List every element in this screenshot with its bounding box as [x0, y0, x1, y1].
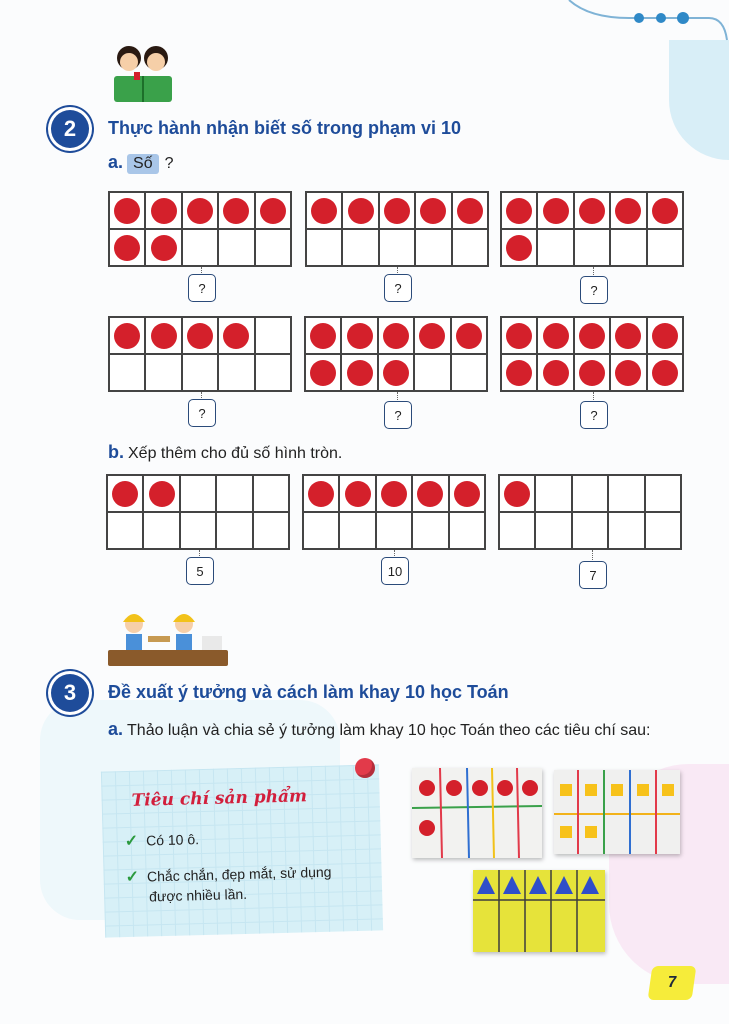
frame-cell: [452, 192, 488, 229]
frame-cell: [610, 229, 646, 266]
criterion-item: [125, 862, 331, 887]
answer-box[interactable]: 5: [186, 557, 214, 585]
frame-cell: [379, 192, 415, 229]
fill-ten-frame: [302, 474, 486, 550]
tray-photo-red-dots: [412, 768, 542, 858]
red-counter-dot: [114, 235, 140, 261]
question-mark: ?: [164, 155, 174, 172]
frame-cell: [415, 192, 451, 229]
frame-cell: [415, 229, 451, 266]
frame-cell: [574, 192, 610, 229]
frame-cell: [182, 229, 218, 266]
frame-cell: [253, 475, 289, 512]
count-ten-frame: [500, 316, 684, 392]
frame-cell: [574, 229, 610, 266]
frame-cell: [143, 475, 179, 512]
frame-cell: [451, 317, 487, 354]
red-counter-dot: [506, 360, 532, 386]
part-letter: b.: [108, 442, 124, 462]
red-counter-dot: [457, 198, 483, 224]
frame-cell: [218, 229, 254, 266]
red-counter-dot: [112, 481, 138, 507]
section-3-part-a: [108, 719, 650, 740]
red-counter-dot: [652, 323, 678, 349]
frame-cell: [610, 354, 646, 391]
corner-decoration: [549, 0, 729, 60]
part-a-text: Thảo luận và chia sẻ ý tưởng làm khay 10 học Toán theo các tiêu chí sau:: [127, 722, 651, 739]
section-3-badge: [51, 674, 89, 712]
frame-cell: [255, 354, 291, 391]
frame-cell: [412, 512, 448, 549]
red-counter-dot: [504, 481, 530, 507]
frame-cell: [180, 475, 216, 512]
frame-cell: [107, 512, 143, 549]
section-2-title: Thực hành nhận biết số trong phạm vi 10: [108, 118, 462, 138]
frame-cell: [449, 475, 485, 512]
frame-cell: [109, 192, 145, 229]
checkmark-icon: ✓: [125, 868, 140, 887]
frame-cell: [647, 192, 683, 229]
fill-ten-frame: [106, 474, 290, 550]
frame-cell: [182, 354, 218, 391]
frame-cell: [574, 317, 610, 354]
frame-cell: [145, 317, 181, 354]
criterion-text: Chắc chắn, đẹp mắt, sử dụng: [146, 863, 332, 885]
answer-box[interactable]: ?: [384, 401, 412, 429]
page-number-text: 7: [666, 974, 678, 991]
frame-cell: [107, 475, 143, 512]
criterion-item-continued: được nhiều lần.: [148, 885, 248, 905]
frame-cell: [537, 229, 573, 266]
red-counter-dot: [187, 198, 213, 224]
red-counter-dot: [223, 198, 249, 224]
red-counter-dot: [151, 323, 177, 349]
red-counter-dot: [383, 323, 409, 349]
children-reading-illustration: [104, 42, 184, 106]
frame-cell: [378, 354, 414, 391]
frame-cell: [537, 354, 573, 391]
frame-cell: [537, 192, 573, 229]
answer-box[interactable]: ?: [188, 274, 216, 302]
frame-cell: [303, 475, 339, 512]
frame-cell: [610, 192, 646, 229]
section-2-badge: [51, 110, 89, 148]
red-counter-dot: [420, 198, 446, 224]
frame-cell: [306, 192, 342, 229]
red-counter-dot: [615, 323, 641, 349]
red-counter-dot: [543, 323, 569, 349]
frame-cell: [143, 512, 179, 549]
count-ten-frame: [500, 191, 684, 267]
red-counter-dot: [311, 198, 337, 224]
frame-cell: [180, 512, 216, 549]
red-counter-dot: [345, 481, 371, 507]
frame-cell: [376, 512, 412, 549]
section-3-title: Đề xuất ý tưởng và cách làm khay 10 học Toán: [108, 682, 509, 702]
frame-cell: [303, 512, 339, 549]
red-counter-dot: [652, 198, 678, 224]
red-counter-dot: [506, 235, 532, 261]
red-counter-dot: [308, 481, 334, 507]
answer-box[interactable]: ?: [580, 401, 608, 429]
red-counter-dot: [260, 198, 286, 224]
red-counter-dot: [310, 323, 336, 349]
frame-cell: [182, 192, 218, 229]
frame-cell: [535, 475, 571, 512]
answer-box[interactable]: 7: [579, 561, 607, 589]
part-b-text: Xếp thêm cho đủ số hình tròn.: [128, 445, 343, 462]
section-number: 2: [63, 116, 77, 141]
frame-cell: [305, 317, 341, 354]
part-b-instruction: [108, 442, 342, 463]
red-counter-dot: [187, 323, 213, 349]
frame-cell: [452, 229, 488, 266]
tray-photo-blue-triangles: [473, 870, 605, 952]
frame-cell: [255, 229, 291, 266]
frame-cell: [182, 317, 218, 354]
red-counter-dot: [579, 323, 605, 349]
frame-cell: [608, 475, 644, 512]
frame-cell: [414, 354, 450, 391]
frame-cell: [647, 317, 683, 354]
frame-cell: [341, 354, 377, 391]
card-title: Tiêu chí sản phẩm: [131, 786, 308, 811]
answer-box[interactable]: ?: [580, 276, 608, 304]
frame-cell: [414, 317, 450, 354]
frame-cell: [537, 317, 573, 354]
count-ten-frame: [108, 316, 292, 392]
frame-cell: [499, 512, 535, 549]
frame-cell: [574, 354, 610, 391]
frame-cell: [145, 354, 181, 391]
red-counter-dot: [454, 481, 480, 507]
red-counter-dot: [506, 198, 532, 224]
frame-cell: [645, 475, 681, 512]
red-counter-dot: [543, 360, 569, 386]
frame-cell: [647, 229, 683, 266]
red-counter-dot: [114, 323, 140, 349]
frame-cell: [451, 354, 487, 391]
frame-cell: [218, 317, 254, 354]
frame-cell: [341, 317, 377, 354]
criteria-card: [101, 764, 383, 937]
page-number: [648, 966, 697, 1000]
pushpin-icon: [355, 758, 375, 778]
red-counter-dot: [149, 481, 175, 507]
red-counter-dot: [579, 198, 605, 224]
red-counter-dot: [383, 360, 409, 386]
red-counter-dot: [652, 360, 678, 386]
answer-box[interactable]: ?: [384, 274, 412, 302]
frame-cell: [379, 229, 415, 266]
red-counter-dot: [615, 360, 641, 386]
frame-cell: [306, 229, 342, 266]
frame-cell: [501, 192, 537, 229]
red-counter-dot: [151, 235, 177, 261]
frame-cell: [647, 354, 683, 391]
red-counter-dot: [579, 360, 605, 386]
frame-cell: [218, 354, 254, 391]
red-counter-dot: [223, 323, 249, 349]
part-letter: a.: [108, 152, 124, 172]
answer-box[interactable]: 10: [381, 557, 409, 585]
frame-cell: [535, 512, 571, 549]
count-ten-frame: [305, 191, 489, 267]
children-building-illustration: [104, 606, 232, 670]
part-letter: a.: [108, 719, 124, 739]
frame-cell: [499, 475, 535, 512]
frame-cell: [645, 512, 681, 549]
red-counter-dot: [506, 323, 532, 349]
red-counter-dot: [348, 198, 374, 224]
frame-cell: [412, 475, 448, 512]
frame-cell: [449, 512, 485, 549]
frame-cell: [255, 192, 291, 229]
red-counter-dot: [114, 198, 140, 224]
frame-cell: [501, 229, 537, 266]
red-counter-dot: [543, 198, 569, 224]
frame-cell: [608, 512, 644, 549]
red-counter-dot: [347, 360, 373, 386]
frame-cell: [572, 512, 608, 549]
red-counter-dot: [419, 323, 445, 349]
red-counter-dot: [456, 323, 482, 349]
frame-cell: [145, 192, 181, 229]
frame-cell: [342, 192, 378, 229]
frame-cell: [218, 192, 254, 229]
frame-cell: [376, 475, 412, 512]
part-a-instruction: [108, 152, 174, 174]
red-counter-dot: [417, 481, 443, 507]
frame-cell: [501, 317, 537, 354]
frame-cell: [216, 512, 252, 549]
frame-cell: [109, 317, 145, 354]
frame-cell: [109, 229, 145, 266]
criterion-item: [124, 829, 199, 851]
frame-cell: [253, 512, 289, 549]
fill-ten-frame: [498, 474, 682, 550]
red-counter-dot: [347, 323, 373, 349]
count-ten-frame: [304, 316, 488, 392]
frame-cell: [109, 354, 145, 391]
checkmark-icon: ✓: [124, 832, 139, 851]
frame-cell: [216, 475, 252, 512]
frame-cell: [305, 354, 341, 391]
red-counter-dot: [384, 198, 410, 224]
count-ten-frame: [108, 191, 292, 267]
red-counter-dot: [381, 481, 407, 507]
frame-cell: [572, 475, 608, 512]
frame-cell: [339, 512, 375, 549]
frame-cell: [501, 354, 537, 391]
so-label-box: Số: [127, 154, 159, 174]
frame-cell: [610, 317, 646, 354]
section-number: 3: [63, 680, 77, 705]
red-counter-dot: [615, 198, 641, 224]
red-counter-dot: [151, 198, 177, 224]
tray-photo-yellow-squares: [554, 770, 680, 854]
frame-cell: [339, 475, 375, 512]
criterion-text: Có 10 ô.: [145, 831, 200, 849]
answer-box[interactable]: ?: [188, 399, 216, 427]
frame-cell: [342, 229, 378, 266]
frame-cell: [378, 317, 414, 354]
red-counter-dot: [310, 360, 336, 386]
frame-cell: [145, 229, 181, 266]
frame-cell: [255, 317, 291, 354]
